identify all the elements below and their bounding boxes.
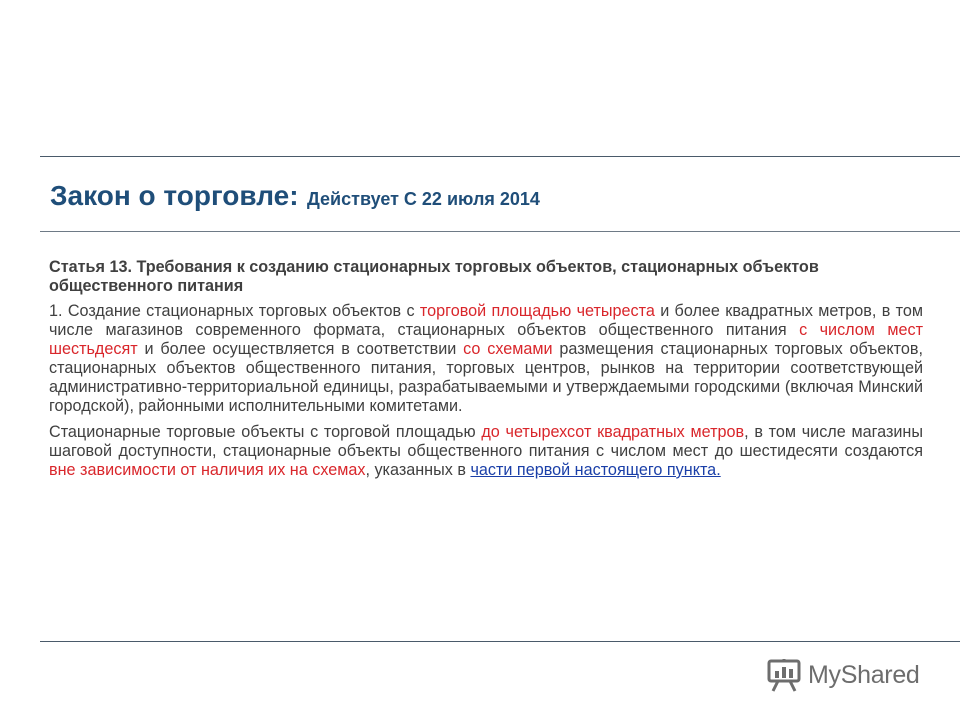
p1-text-2: и более квадратных метров, в том числе магазинов современного формата, стационарных объектов общественного питания [49,302,924,339]
article-body [49,258,923,487]
p1-highlight-schemes: со схемами [463,340,553,358]
p1-text-3: и более осуществляется в соответствии [137,340,464,358]
title-main: Закон о торговле: [50,180,299,211]
paragraph-2 [49,423,923,480]
title-subtitle: Действует С 22 июля 2014 [307,189,540,209]
part-one-link[interactable]: части первой настоящего пункта. [470,461,721,479]
p1-text-1: 1. Создание стационарных торговых объектов с [49,302,420,320]
top-divider [40,156,960,157]
title-divider [40,231,960,232]
p2-text-3: , указанных в [365,461,471,479]
p2-text-1: Стационарные торговые объекты с торговой площадью [49,423,482,441]
logo-text: MyShared [808,660,920,689]
bottom-divider [40,641,960,642]
p2-highlight-area: до четырехсот квадратных метров [481,423,745,441]
paragraph-1 [49,302,923,416]
p2-highlight-schemes: вне зависимости от наличия их на схемах [49,461,366,479]
presentation-board-icon [766,658,802,692]
p1-text-4: размещения стационарных торговых объектов, стационарных объектов общественного питания, торговых центров, рынков на территории соответствующей административно-территориальной единицы, разрабатываемыми и утверждаемыми городскими (включая Минский городской), районными исполнительными комитетами. [49,340,923,415]
article-heading: Статья 13. Требования к созданию стационарных торговых объектов, стационарных объектов общественного питания [49,258,819,295]
slide-title [50,180,540,212]
myshared-logo[interactable] [766,655,920,695]
p1-highlight-area: торговой площадью четыреста [419,302,655,320]
p1-highlight-seats: с числом мест шестьдесят [49,321,923,358]
p2-text-2: , в том числе магазины шаговой доступности, стационарные объекты общественного питания с числом мест до шестидесяти создаются [49,423,924,460]
